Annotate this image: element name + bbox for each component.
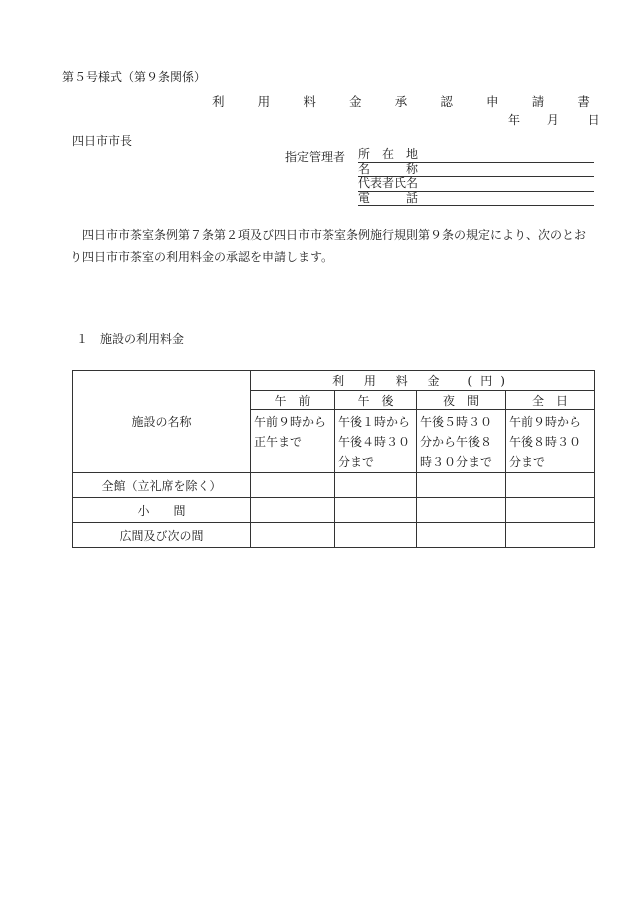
date-day: 日 [587,113,600,127]
fee-cell[interactable] [335,523,417,548]
name-label: 名 称 [358,161,419,176]
period-night-header: 夜 間 [417,391,506,410]
applicant-fields [358,148,594,206]
phone-label: 電 話 [358,190,419,205]
fee-cell[interactable] [417,498,506,523]
table-row [73,498,595,523]
section-heading: １ 施設の利用料金 [76,332,185,346]
date-month: 月 [546,113,559,127]
fee-cell[interactable] [335,498,417,523]
date-line [508,111,600,128]
addressee: 四日市市長 [72,134,133,148]
fee-cell[interactable] [251,498,335,523]
facility-hiroma: 広間及び次の間 [73,523,251,548]
fee-cell[interactable] [251,473,335,498]
representative-field[interactable] [358,177,594,192]
facility-koma: 小 間 [73,498,251,523]
table-row [73,473,595,498]
fee-cell[interactable] [506,498,595,523]
facility-name-header: 施設の名称 [73,371,251,473]
fee-header: 利 用 料 金 (円) [251,371,595,391]
fee-table [72,370,595,548]
representative-label: 代表者氏名 [358,176,419,190]
fee-cell[interactable] [417,523,506,548]
fee-cell[interactable] [417,473,506,498]
period-fullday-desc: 午前９時から午後８時３０分まで [506,410,595,473]
table-row [73,523,595,548]
period-fullday-header: 全 日 [506,391,595,410]
fee-cell[interactable] [506,523,595,548]
date-year: 年 [508,113,521,127]
fee-cell[interactable] [506,473,595,498]
address-label: 所 在 地 [358,147,419,161]
period-morning-desc: 午前９時から正午まで [251,410,335,473]
address-field[interactable] [358,148,594,163]
period-morning-header: 午 前 [251,391,335,410]
applicant-label: 指定管理者 [285,150,346,164]
body-text: 四日市市茶室条例第７条第２項及び四日市市茶室条例施行規則第９条の規定により、次のとおり四日市市茶室の利用料金の承認を申請します。 [70,228,587,264]
period-afternoon-desc: 午後１時から午後４時３０分まで [335,410,417,473]
facility-whole-building: 全館（立礼席を除く） [73,473,251,498]
period-afternoon-header: 午 後 [335,391,417,410]
phone-field[interactable] [358,192,594,207]
fee-cell[interactable] [251,523,335,548]
document-title: 利 用 料 金 承 認 申 請 書 [212,94,605,109]
fee-cell[interactable] [335,473,417,498]
form-number: 第５号様式（第９条関係） [62,70,207,84]
name-field[interactable] [358,163,594,178]
period-night-desc: 午後５時３０分から午後８時３０分まで [417,410,506,473]
